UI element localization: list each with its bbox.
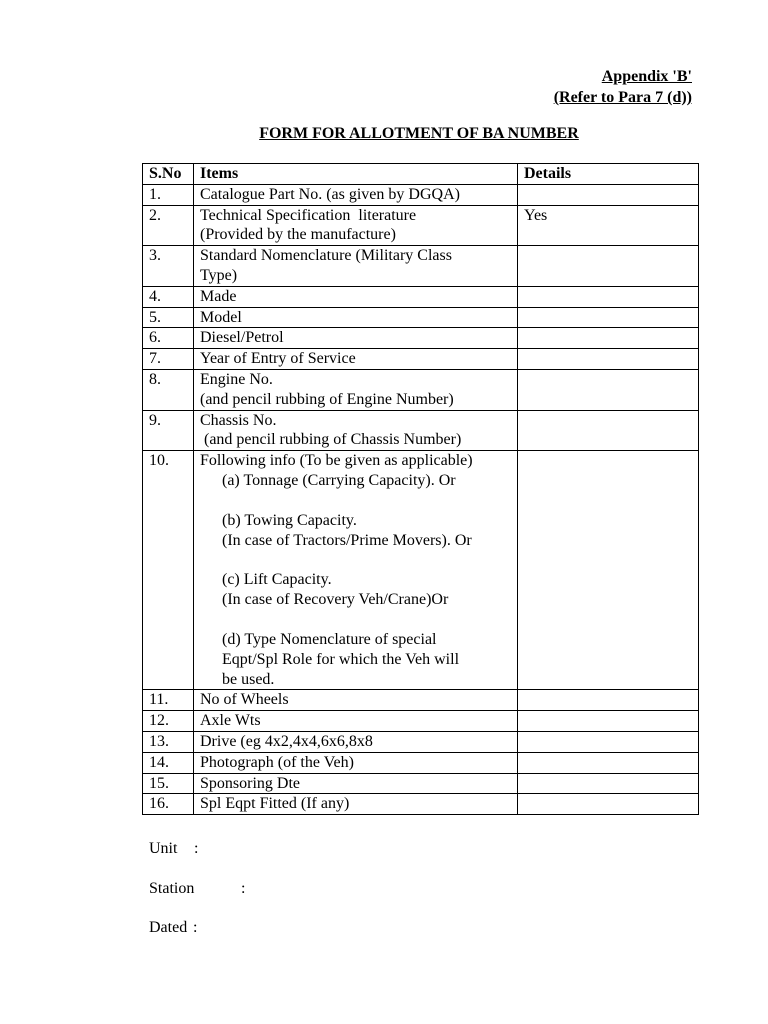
row-details: [518, 752, 699, 773]
row-details: [518, 410, 699, 451]
table-row: [143, 773, 699, 794]
item-line: No of Wheels: [200, 691, 289, 709]
row-item: [194, 328, 518, 349]
row-sno: 11.: [143, 690, 194, 711]
item-spacer: [200, 491, 511, 511]
row-details: [518, 690, 699, 711]
refer-para-label: (Refer to Para 7 (d)): [553, 89, 692, 106]
row-details: [518, 369, 699, 410]
row-details: [518, 349, 699, 370]
row-sno: 15.: [143, 773, 194, 794]
row-details: [518, 246, 699, 287]
table-header-row: [143, 164, 699, 185]
item-sub-line: Eqpt/Spl Role for which the Veh will: [222, 650, 460, 668]
row-item: [194, 731, 518, 752]
table-row: [143, 794, 699, 815]
item-line: Chassis No.: [200, 411, 277, 429]
row-sno: 8.: [143, 369, 194, 410]
row-item: [194, 794, 518, 815]
row-sno: 9.: [143, 410, 194, 451]
item-line: Standard Nomenclature (Military Class: [200, 247, 452, 265]
row-item: [194, 307, 518, 328]
item-line: Year of Entry of Service: [200, 350, 356, 368]
table-row: [143, 752, 699, 773]
table-row: [143, 451, 699, 690]
row-item: [194, 410, 518, 451]
row-item: [194, 690, 518, 711]
row-item: [194, 286, 518, 307]
row-item: [194, 451, 518, 690]
table-row: [143, 690, 699, 711]
row-sno: 10.: [143, 451, 194, 690]
station-colon: :: [241, 879, 246, 897]
row-item: [194, 349, 518, 370]
item-line: (Provided by the manufacture): [200, 226, 396, 244]
row-sno: 6.: [143, 328, 194, 349]
unit-label: Unit: [149, 840, 178, 857]
table-row: [143, 246, 699, 287]
item-spacer: [200, 610, 511, 630]
unit-colon: :: [194, 840, 199, 857]
header-details: Details: [518, 164, 699, 185]
row-item: [194, 205, 518, 246]
station-label: Station: [149, 879, 195, 897]
item-line: Type): [200, 266, 238, 284]
form-title: FORM FOR ALLOTMENT OF BA NUMBER: [259, 125, 579, 142]
item-sub-line: (d) Type Nomenclature of special: [222, 630, 437, 648]
item-line: (and pencil rubbing of Chassis Number): [200, 431, 462, 449]
dated-label: Dated: [149, 919, 188, 936]
row-details: [518, 184, 699, 205]
row-details: [518, 307, 699, 328]
item-line: Technical Specification literature: [200, 206, 417, 224]
item-line: Drive (eg 4x2,4x4,6x6,8x8: [200, 732, 373, 750]
row-item: [194, 369, 518, 410]
table-row: [143, 184, 699, 205]
row-item: [194, 711, 518, 732]
table-row: [143, 410, 699, 451]
row-sno: 3.: [143, 246, 194, 287]
row-details: [518, 731, 699, 752]
table-body: [143, 184, 699, 814]
row-details: [518, 328, 699, 349]
row-details: [518, 773, 699, 794]
table-row: [143, 369, 699, 410]
item-line: Diesel/Petrol: [200, 329, 284, 347]
item-sub-line: be used.: [222, 670, 275, 688]
row-sno: 7.: [143, 349, 194, 370]
table-row: [143, 328, 699, 349]
row-item: [194, 752, 518, 773]
item-line: Made: [200, 287, 237, 305]
item-line: Model: [200, 308, 242, 326]
row-sno: 1.: [143, 184, 194, 205]
item-line: Spl Eqpt Fitted (If any): [200, 795, 350, 813]
table-row: [143, 307, 699, 328]
table-row: [143, 711, 699, 732]
item-sub-line: (b) Towing Capacity.: [222, 511, 357, 529]
item-line: Axle Wts: [200, 712, 261, 730]
allotment-form-table: [142, 163, 699, 815]
item-line: Engine No.: [200, 370, 273, 388]
row-details: [518, 711, 699, 732]
item-sub-line: (a) Tonnage (Carrying Capacity). Or: [222, 471, 456, 489]
header-items: Items: [194, 164, 518, 185]
appendix-label: Appendix 'B': [601, 68, 692, 85]
appendix-header: [554, 66, 692, 108]
row-sno: 12.: [143, 711, 194, 732]
row-item: [194, 246, 518, 287]
header-sno: S.No: [143, 164, 194, 185]
row-sno: 16.: [143, 794, 194, 815]
item-line: Photograph (of the Veh): [200, 753, 354, 771]
item-line: Following info (To be given as applicable): [200, 452, 473, 470]
row-details: [518, 286, 699, 307]
dated-colon: :: [193, 919, 198, 936]
item-line: Sponsoring Dte: [200, 774, 300, 792]
row-sno: 13.: [143, 731, 194, 752]
row-item: [194, 773, 518, 794]
row-item: [194, 184, 518, 205]
row-sno: 4.: [143, 286, 194, 307]
table-row: [143, 286, 699, 307]
item-line: (and pencil rubbing of Engine Number): [200, 390, 454, 408]
row-sno: 2.: [143, 205, 194, 246]
item-sub-line: (In case of Tractors/Prime Movers). Or: [222, 531, 472, 549]
item-spacer: [200, 550, 511, 570]
table-row: [143, 205, 699, 246]
row-details: Yes: [518, 205, 699, 246]
item-sub-line: (In case of Recovery Veh/Crane)Or: [222, 591, 449, 609]
row-details: [518, 794, 699, 815]
row-sno: 5.: [143, 307, 194, 328]
item-line: Catalogue Part No. (as given by DGQA): [200, 185, 460, 203]
row-details: [518, 451, 699, 690]
item-sub-line: (c) Lift Capacity.: [222, 571, 332, 589]
table-row: [143, 731, 699, 752]
row-sno: 14.: [143, 752, 194, 773]
table-row: [143, 349, 699, 370]
